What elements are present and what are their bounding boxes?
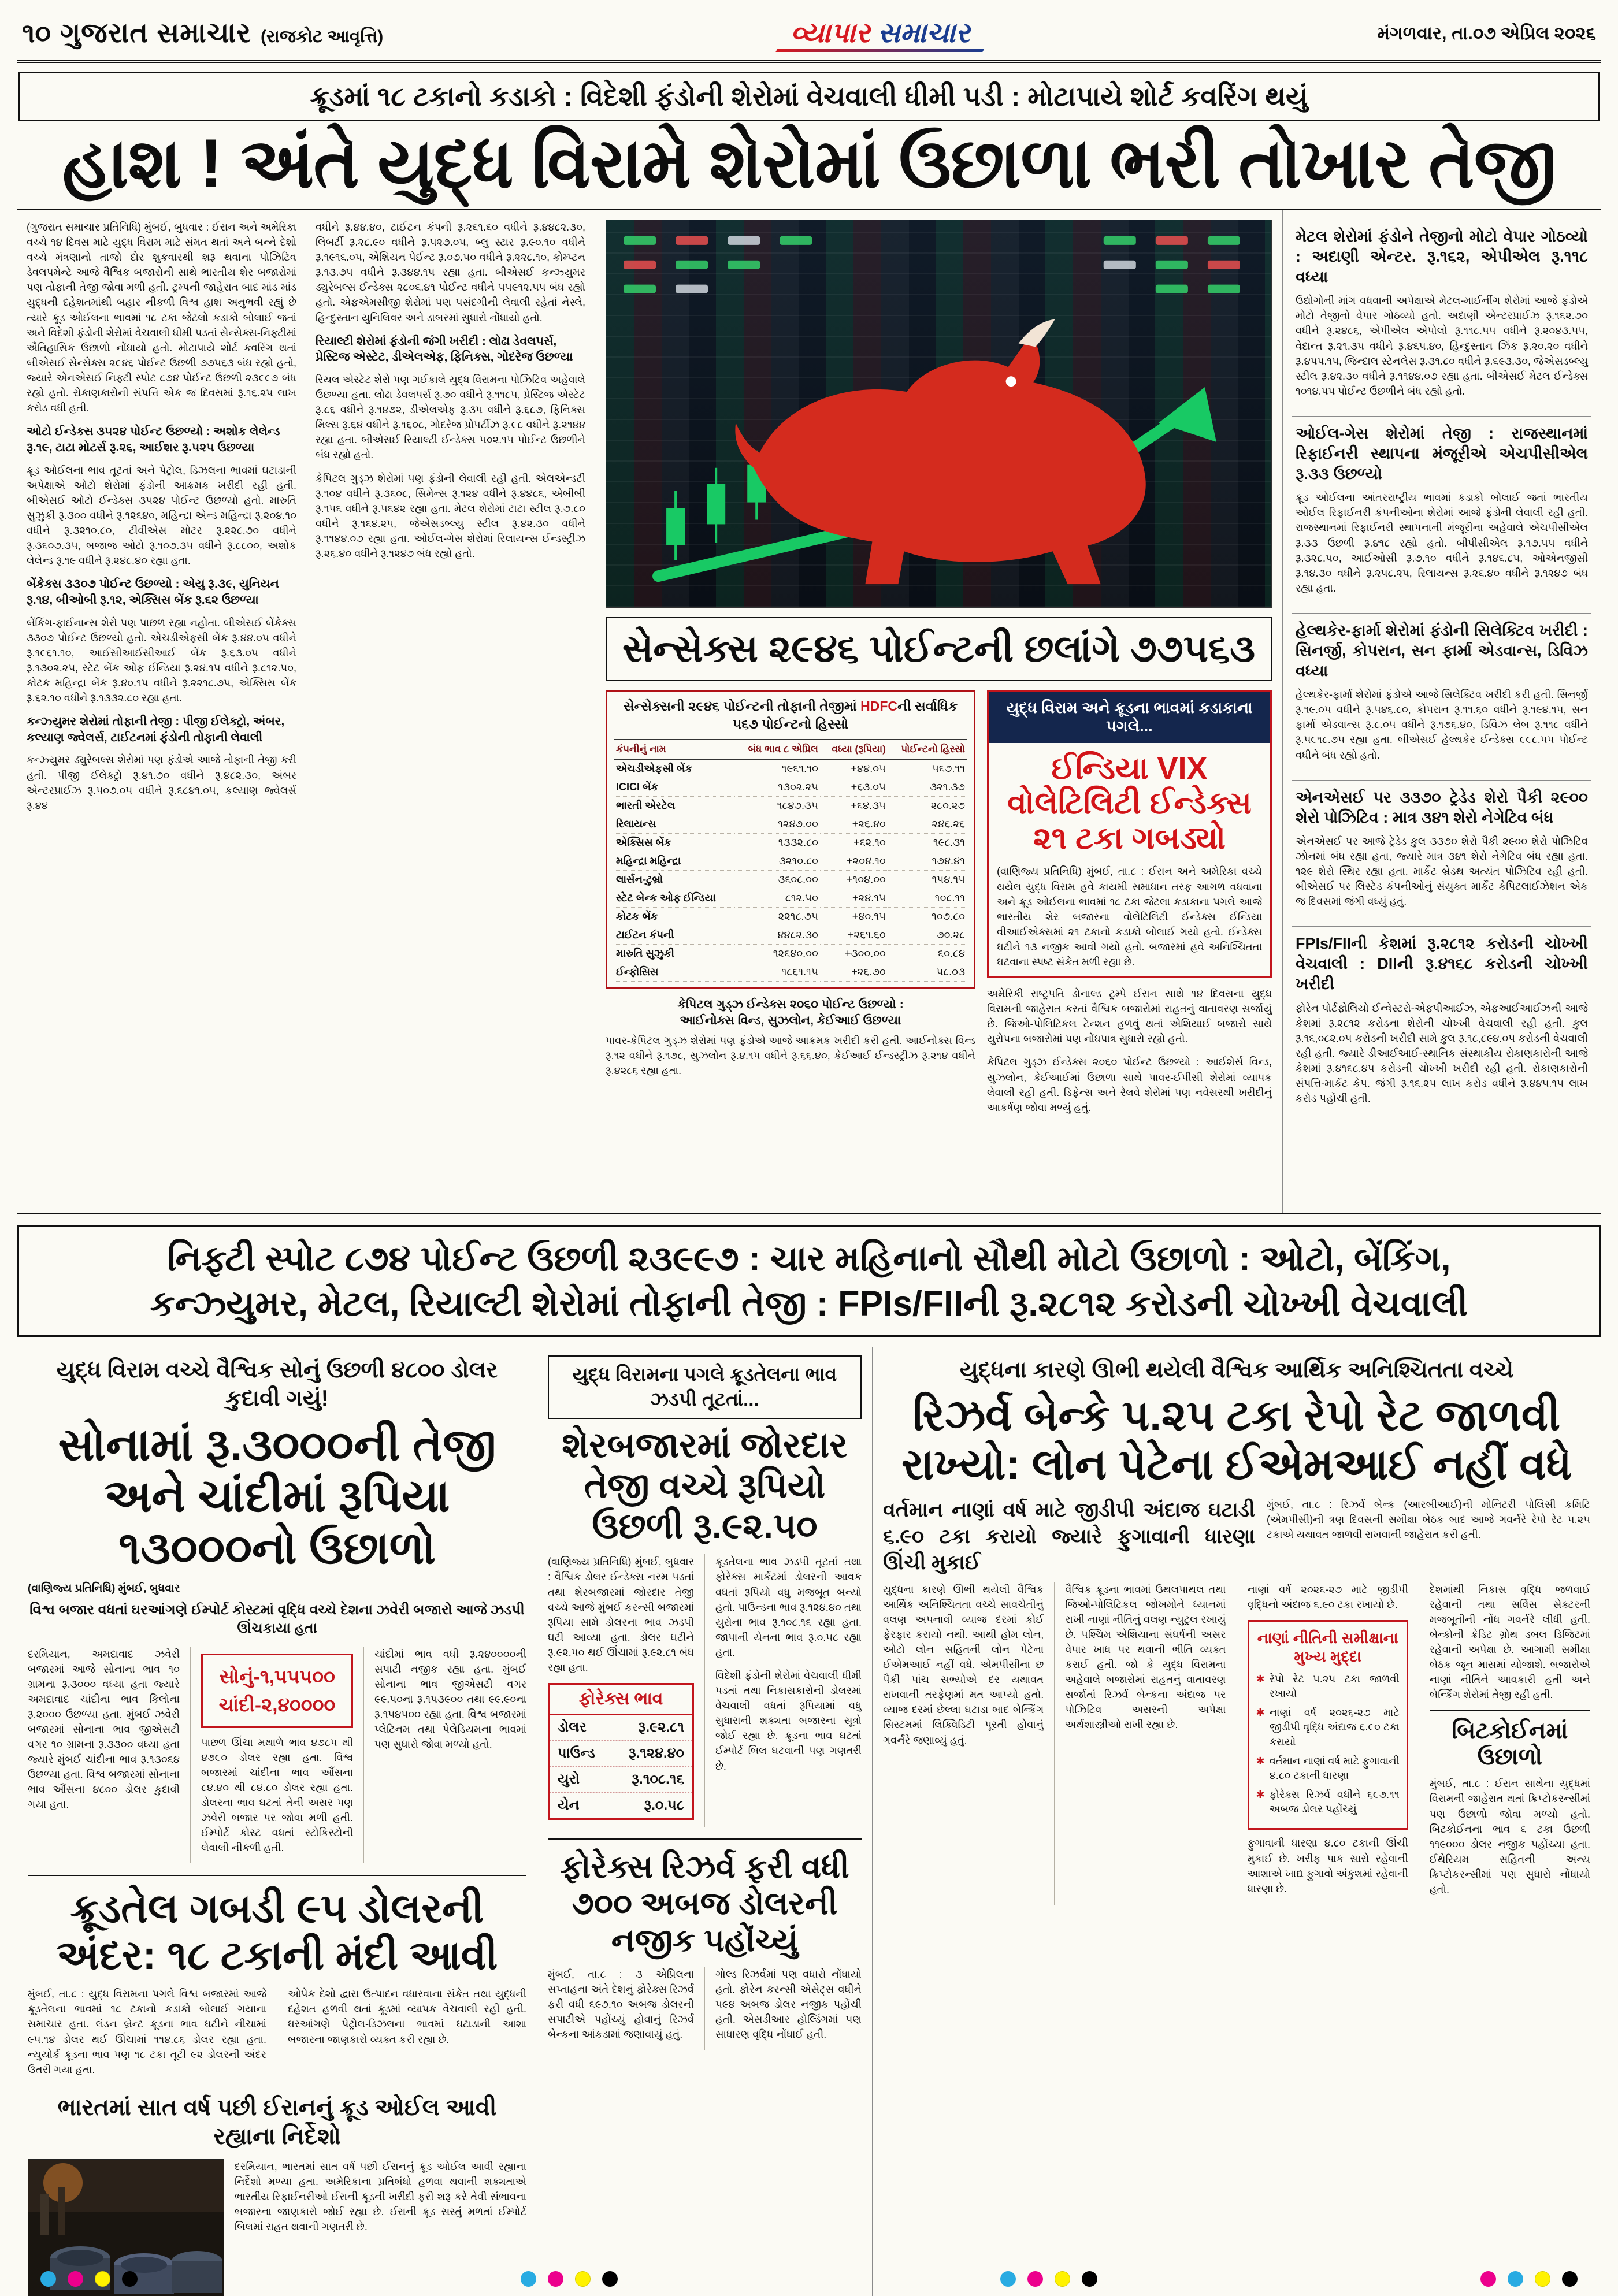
body-text: મુંબઈ, તા.૮ : ૩ એપ્રિલના સપ્તાહના અંતે દેશનું ફોરેક્સ રિઝર્વ ફરી વધી ૬૯૭.૧૦ અબજ ડોલરની સપાટીએ પહોંચ્યું હોવાનું રિઝર્વ બેન્કના આંકડામાં જણાવાયું હતું.: [548, 1968, 694, 2041]
section-logo-part2: સમાચાર: [877, 18, 970, 49]
sub-headline: [606, 997, 975, 1030]
body-text: પાવર-કેપિટલ ગુડ્ઝ શેરોમાં પણ ફંડોએ આજે આક્રમક ખરીદી કરી હતી. આઈનોક્સ વિન્ડ રૂ.૧૨ વધીને રૂ.૧૭૮, સુઝલોન રૂ.૪.૧૫ વધીને રૂ.૬૬.૪૦, કેઈઆઈ ઈન્ડસ્ટ્રીઝ રૂ.૨૧૪ વધીને રૂ.૪૨૮૬ રહ્યા હતા.: [606, 1034, 975, 1076]
section-logo: [771, 14, 989, 53]
bullet-star-icon: ✱: [1256, 1673, 1265, 1685]
table-title-text: સેન્સેક્સની ૨૯૪૬ પોઈન્ટની તોફાની તેજીમાં: [624, 699, 861, 714]
cell-change: +૬૨.૧૦: [821, 834, 888, 852]
lead-column-1: [17, 210, 306, 1213]
brief-headline: હેલ્થકેર-ફાર્મા શેરોમાં ફંડોની સિલેક્ટિવ ખરીદી : સિનર્જી, કોપરાન, સન ફાર્મા એડવાન્સ, ડિવિઝ વધ્યા: [1296, 621, 1588, 680]
cell-close: ૮૧૨.૫૦: [734, 889, 821, 908]
table-row: [614, 834, 967, 852]
table-title: [614, 697, 967, 733]
forex-rate-row: [550, 1715, 692, 1741]
currency-name: યુરો: [558, 1771, 580, 1788]
body-text: ગોલ્ડ રિઝર્વમાં પણ વધારો નોંધાયો હતો. ફોરેન કરન્સી એસેટ્સ વધીને ૫૯૪ અબજ ડોલર નજીક પહોંચી હતી. એસડીઆર હોલ્ડિંગમાં પણ સાધારણ વૃદ્ધિ નોંધાઈ હતી.: [715, 1968, 862, 2041]
body-text: પાછળ ઊંચા મથાળે ભાવ ૪૭૮૫ થી ૪૭૯૦ ડોલર રહ્યા હતા. વિશ્વ બજારમાં ચાંદીના ભાવ ઔંસના ૮૪.૪૦ થી ૮૪.૮૦ ડોલર રહ્યા હતા. ડોલરના ભાવ ઘટતાં તેની અસર પણ ઝવેરી બજાર પર જોવા મળી હતી. ઈમ્પોર્ટ કોસ્ટ વધતાં સ્ટોકિસ્ટોની લેવાલી નીકળી હતી.: [201, 1736, 353, 1854]
iran-crude-subheadline: ભારતમાં સાત વર્ષ પછી ઈરાનનું ક્રૂડ ઓઈલ આવી રહ્યાના નિર્દેશો: [57, 2094, 497, 2149]
nifty-banner-line1: નિફ્ટી સ્પોટ ૮૭૪ પોઈન્ટ ઉછળી ૨૩૯૯૭ : ચાર મહિનાનો સૌથી મોટો ઉછાળો : ઓટો, બેંકિંગ,: [167, 1239, 1451, 1278]
brief-article-fpi: [1292, 927, 1591, 1123]
policy-point: [1256, 1788, 1400, 1816]
sub-headline: રિયાલ્ટી શેરોમાં ફંડોની જંગી ખરીદી : લોઢા ડેવલપર્સ, પ્રેસ્ટિજ એસ્ટેટ, ડીએલએફ, ફિનિક્સ, ગોદરેજ ઉછળ્યા: [316, 334, 573, 364]
brief-headline: મેટલ શેરોમાં ફંડોને તેજીનો મોટો વેપાર ગોઠવ્યો : અદાણી એન્ટર. રૂ.૧૬૨, એપીએલ રૂ.૧૧૮ વધ્યા: [1296, 228, 1588, 286]
magenta-dot: [1027, 2271, 1043, 2287]
currency-rate: રૂ.૧૨૪.૪૦: [628, 1745, 684, 1762]
body-text: અમેરિકી રાષ્ટ્રપતિ ડોનાલ્ડ ટ્રમ્પે ઈરાન સાથે ૧૪ દિવસના યુદ્ધ વિરામની જાહેરાત કરતાં વૈશ્વિક બજારોમાં રાહતનું વાતાવરણ સર્જાયું છે. જિઓ-પોલિટિકલ ટેન્શન હળવું થતાં એશિયાઈ બજારો સાથે યુરોપના બજારોમાં પણ નોંધપાત્ર સુધારો રહ્યો હતો.: [987, 988, 1272, 1045]
col-header-company: કંપનીનું નામ: [614, 740, 734, 759]
cell-close: ૧૨૪૭.૦૦: [734, 815, 821, 834]
masthead: [17, 14, 1601, 63]
body-text: રિયલ એસ્ટેટ શેરો પણ ગઈકાલે યુદ્ધ વિરામના પોઝિટિવ અહેવાલે ઉછળ્યા હતા. લોઢા ડેવલપર્સ રૂ.૭૦ વધીને રૂ.૧૧૮૫, પ્રેસ્ટિજ એસ્ટેટ રૂ.૮૬ વધીને રૂ.૧૪૭૨, ડીએલએફ રૂ.૩૫ વધીને રૂ.૬૮૭, ફિનિક્સ મિલ્સ રૂ.૬૪ વધીને રૂ.૧૬૦૮, ગોદરેજ પ્રોપર્ટીઝ રૂ.૯૮ વધીને રૂ.૨૧૪૪ રહ્યા હતા. બીએસઈ રિયાલ્ટી ઈન્ડેક્સ ૫૦૨.૧૫ પોઈન્ટ ઉછળીને બંધ રહ્યો હતો.: [316, 374, 585, 461]
policy-point-text: ફોરેક્સ રિઝર્વ વધીને ૬૯૭.૧૧ અબજ ડોલર પહોંચ્યું: [1269, 1789, 1400, 1815]
cell-share: ૭૦.૨૮: [888, 926, 967, 945]
edition-label: (રાજકોટ આવૃત્તિ): [260, 27, 384, 46]
body-text: ક્રૂડતેલના ભાવ ઝડપી તૂટતાં તથા ફોરેક્સ માર્કેટમાં ડોલરની આવક વધતાં રૂપિયો વધુ મજબૂત બન્યો હતો. પાઉન્ડના ભાવ રૂ.૧૨૪.૪૦ તથા યુરોના ભાવ રૂ.૧૦૮.૧૬ રહ્યા હતા. જાપાની યેનના ભાવ રૂ.૦.૫૮ રહ્યા હતા.: [715, 1556, 862, 1658]
body-text: કન્ઝ્યુમર ડ્યુરેબલ્સ શેરોમાં પણ ફંડોએ આજે તોફાની તેજી કરી હતી. પીજી ઈલેક્ટ્રો રૂ.૪૧.૭૦ વધીને રૂ.૪૮૨.૩૦, અંબર એન્ટરપ્રાઈઝ રૂ.૫૦૭.૦૫ વધીને રૂ.૬૮૪૧.૦૫, કલ્યાણ જ્વેલર્સ રૂ.૪૪: [27, 754, 296, 811]
cell-close: ૨૨૧૮.૭૫: [734, 908, 821, 926]
cell-change: +૬૪.૩૫: [821, 797, 888, 815]
cell-close: ૧૩૩૨.૮૦: [734, 834, 821, 852]
col-header-close: બંધ ભાવ ૮ એપ્રિલ: [734, 740, 821, 759]
body-text: ચાંદીમાં ભાવ વધી રૂ.૨૪૦૦૦૦ની સપાટી નજીક રહ્યા હતા. મુંબઈ સોનાના ભાવ જીએસટી વગર ૯૯.૫૦ના રૂ.૧૫૩૯૦૦ તથા ૯૯.૯૦ના રૂ.૧૫૪૫૦૦ રહ્યા હતા. વિશ્વ બજારમાં પ્લેટિનમ તથા પેલેડિયમના ભાવમાં પણ સુધારો જોવા મળ્યો હતો.: [374, 1648, 526, 1751]
bottom-section: [17, 1347, 1601, 2296]
body-text: ફોરેન પોર્ટફોલિયો ઈન્વેસ્ટરો-એફપીઆઈઝ, એફઆઈઆઈઝની આજે કેશમાં રૂ.૨૮૧૨ કરોડના શેરોની ચોખ્ખી વેચવાલી રહી હતી. કુલ રૂ.૧૬,૦૮૨.૦૫ કરોડની ખરીદી સામે કુલ રૂ.૧૮,૮૯૪.૦૫ કરોડની વેચવાલી રહી હતી. જ્યારે ડીઆઈઆઈ-સ્થાનિક સંસ્થાકીય રોકાણકારોની આજે કેશમાં રૂ.૪૧૬૮.૪૫ કરોડની ચોખ્ખી ખરીદી રહી હતી. રોકાણકારોની સંપત્તિ-માર્કેટ કેપ. જંગી રૂ.૧૬.૨૫ લાખ કરોડ વધીને રૂ.૪૪૫.૧૫ લાખ કરોડ પહોંચી હતી.: [1296, 1002, 1588, 1105]
body-text: બેંકિંગ-ફાઈનાન્સ શેરો પણ પાછળ રહ્યા નહોતા. બીએસઈ બેંકેક્સ ૩૩૦૭ પોઈન્ટ ઉછળ્યો હતો. એચડીએફસી બેંક રૂ.૪૪.૦૫ વધીને રૂ.૧૯૬૧.૧૦, આઈસીઆઈસીઆઈ બેંક રૂ.૬૩.૦૫ વધીને રૂ.૧૩૦૨.૨૫, સ્ટેટ બેંક ઓફ ઈન્ડિયા રૂ.૨૪.૧૫ વધીને રૂ.૮૧૨.૫૦, કોટક મહિન્દ્રા બેંક રૂ.૪૦.૧૫ વધીને રૂ.૨૨૧૮.૭૫, એક્સિસ બેંક રૂ.૬૨.૧૦ વધીને રૂ.૧૩૩૨.૮૦ રહ્યા હતા.: [27, 616, 296, 704]
cell-company: ભારતી એરટેલ: [614, 797, 734, 815]
body-text: કેપિટલ ગુડ્ઝ શેરોમાં પણ ફંડોની લેવાલી રહી હતી. એલએન્ડટી રૂ.૧૦૪ વધીને રૂ.૩૬૦૮, સિમેન્સ રૂ.૧૨૪ વધીને રૂ.૪૪૮૬, એબીબી રૂ.૧૫૬ વધીને રૂ.૫૬૪૨ રહ્યા હતા. મેટલ શેરોમાં ટાટા સ્ટીલ રૂ.૭.૮૦ વધીને રૂ.૧૬૪.૨૫, જેએસડબ્લ્યુ સ્ટીલ રૂ.૪૨.૩૦ વધીને રૂ.૧૧૪૪.૦૭ રહ્યા હતા. ઓઈલ-ગેસ શેરોમાં રિલાયન્સ ઈન્ડસ્ટ્રીઝ રૂ.૨૬.૪૦ વધીને રૂ.૧૨૪૭ બંધ રહ્યો હતો.: [316, 472, 585, 560]
brief-headline: એનએસઈ પર ૩૩૭૦ ટ્રેડેડ શેરો પૈકી ૨૯૦૦ શેરો પોઝિટિવ : માત્ર ૩૪૧ શેરો નેગેટિવ બંધ: [1296, 788, 1588, 826]
body-text: કેપિટલ ગુડ્ઝ ઈન્ડેક્સ ૨૦૬૦ પોઈન્ટ ઉછળ્યો : આઈશેર્સ વિન્ડ, સુઝલોન, કેઈઆઈમાં ઉછાળા સાથે પાવર-ઈપીસી શેરોમાં વ્યાપક લેવાલી રહી હતી. ડિફેન્સ અને રેલવે શેરોમાં પણ નવેસરથી ખરીદીનું આકર્ષણ જોવા મળ્યું હતું.: [987, 1056, 1272, 1113]
cell-change: +૨૬.૪૦: [821, 815, 888, 834]
policy-point-text: નાણાં વર્ષ ૨૦૨૬-૨૭ માટે જીડીપી વૃદ્ધિ અંદાજ ૬.૯૦ ટકા કરાયો: [1269, 1707, 1400, 1748]
sensex-contribution-table: [606, 690, 975, 989]
cell-company: ICICI બેંક: [614, 778, 734, 797]
yellow-dot: [1055, 2271, 1070, 2287]
forex-rate-row: [550, 1793, 692, 1818]
issue-date: મંગળવાર, તા.૦૭ એપ્રિલ ૨૦૨૬: [1377, 23, 1596, 43]
table-row: [614, 871, 967, 889]
lead-story-section: [17, 209, 1601, 1214]
cyan-dot: [1000, 2271, 1016, 2287]
forex-reserve-headline: ફોરેક્સ રિઝર્વ ફરી વધી ૭૦૦ અબજ ડોલરની નજીક પહોંચ્યું: [548, 1838, 862, 1959]
bullet-star-icon: ✱: [1256, 1707, 1265, 1719]
col-header-share: પોઈન્ટનો હિસ્સો: [888, 740, 967, 759]
body-text: (વાણિજ્ય પ્રતિનિધિ) મુંબઈ, બુધવાર : વૈશ્વિક ડોલર ઈન્ડેક્સ નરમ પડતાં તથા શેરબજારમાં જોરદાર તેજી વચ્ચે આજે મુંબઈ કરન્સી બજારમાં રૂપિયા સામે ડોલરના ભાવ ઝડપી ઘટી આવ્યા હતા. ડોલર ઘટીને રૂ.૯૨.૫૦ થઈ ઊંચામાં રૂ.૯૨.૮૧ બંધ રહ્યા હતા.: [548, 1556, 694, 1674]
table-row: [614, 926, 967, 945]
table-row: [614, 889, 967, 908]
cell-share: ૧૫૪.૧૫: [888, 871, 967, 889]
cell-close: ૩૨૧૦.૮૦: [734, 852, 821, 871]
cell-company: એચડીએફસી બેંક: [614, 759, 734, 778]
gdp-subheadline: વર્તમાન નાણાં વર્ષ માટે જીડીપી અંદાજ ઘટાડી ૬.૯૦ ટકા કરાયો જ્યારે ફુગાવાની ધારણા ઊંચી મુકાઈ: [883, 1499, 1255, 1574]
body-text: વિદેશી ફંડોની શેરોમાં વેચવાલી ધીમી પડતાં તથા નિકાસકારોની ડોલરમાં વેચવાલી વધતાં રૂપિયામાં વધુ સુધારાની શક્યતા બજારના સૂત્રો જોઈ રહ્યા છે. ક્રૂડના ભાવ ઘટતાં ઈમ્પોર્ટ બિલ ઘટવાની પણ ગણતરી છે.: [715, 1670, 862, 1772]
nifty-banner-line2: કન્ઝ્યુમર, મેટલ, રિયાલ્ટી શેરોમાં તોફાની તેજી : FPIs/FIIની રૂ.૨૮૧૨ કરોડની ચોખ્ખી વેચવાલી: [150, 1284, 1468, 1324]
registration-mark-group: [40, 2271, 138, 2287]
cell-share: ૧૭૪.૪૧: [888, 852, 967, 871]
gold-headline: સોનામાં રૂ.૩૦૦૦ની તેજી અને ચાંદીમાં રૂપિયા ૧૩૦૦૦નો ઉછાળો: [58, 1418, 496, 1574]
policy-point-text: વર્તમાન નાણાં વર્ષ માટે ફુગાવાની ૪.૮૦ ટકાની ધારણા: [1269, 1755, 1400, 1781]
body-text: દરમિયાન, અમદાવાદ ઝવેરી બજારમાં આજે સોનાના ભાવ ૧૦ ગ્રામના રૂ.૩૦૦૦ વધ્યા હતા જ્યારે અમદાવાદ ચાંદીના ભાવ કિલોના રૂ.૨૦૦૦ ઉછળ્યા હતા. મુંબઈ ઝવેરી બજારમાં સોનાના ભાવ જીએસટી વગર ૧૦ ગ્રામના રૂ.૩૩૦૦ વધ્યા હતા જ્યારે મુંબઈ ચાંદીના ભાવ રૂ.૧૩૦૬૪ ઉછળ્યા હતા. વિશ્વ બજારમાં સોનાના ભાવ ઔંસના ૪૮૦૦ ડોલર કુદાવી ગયા હતા.: [28, 1648, 180, 1811]
rbi-headline: રિઝર્વ બેન્કે પ.૨૫ ટકા રેપો રેટ જાળવી રાખ્યો: લોન પેટેના ઈએમઆઈ નહીં વધે: [901, 1391, 1572, 1488]
body-text: વધીને રૂ.૪૪.૪૦, ટાઈટન કંપની રૂ.૨૬૧.૬૦ વધીને રૂ.૪૪૮૨.૩૦, લિબર્ટી રૂ.૨૮.૯૦ વધીને રૂ.૫૨૭.૦૫, બ્લુ સ્ટાર રૂ.૯૦.૧૦ વધીને રૂ.૧૯૧૬.૦૫, એશિયન પેઈન્ટ રૂ.૦૭.૫૦ વધીને રૂ.૨૨૮.૧૦, ક્રોમ્પ્ટન રૂ.૧૩.૭૫ વધીને રૂ.૩૪૪.૧૫ રહ્યા હતા. બીએસઈ કન્ઝ્યુમર ડ્યુરેબલ્સ ઈન્ડેક્સ ૨૮૦૬.૪૧ પોઈન્ટ વધીને ૫૫૯૧૨.૫૫ બંધ રહ્યો હતો. એફએમસીજી શેરોમાં પણ પસંદગીની લેવાલી રહેતાં નેસ્લે, હિન્દુસ્તાન યુનિલિવર અને ડાબરમાં સુધારો નોંધાયો હતો.: [316, 221, 585, 324]
silver-price: ચાંદી-૨,૪૦૦૦૦: [218, 1694, 336, 1715]
main-headline: હાશ ! અંતે યુદ્ધ વિરામે શેરોમાં ઉછાળા ભરી તોખાર તેજી: [62, 125, 1556, 202]
black-dot: [602, 2271, 618, 2287]
cell-change: +૪૦.૧૫: [821, 908, 888, 926]
policy-point: [1256, 1706, 1400, 1749]
cell-change: +૨૬.૭૦: [821, 963, 888, 982]
rupee-column: [537, 1347, 873, 2296]
black-dot: [1082, 2271, 1097, 2287]
rbi-kicker: યુદ્ધના કારણે ઊભી થયેલી વૈશ્વિક આર્થિક અનિશ્ચિતતા વચ્ચે: [959, 1358, 1514, 1383]
cell-share: ૨૮૦.૨૭: [888, 797, 967, 815]
cell-close: ૧૨૬૪૦.૦૦: [734, 945, 821, 963]
magenta-dot: [1480, 2271, 1496, 2287]
lead-column-2: [306, 210, 595, 1213]
body-text: દરમિયાન, ભારતમાં સાત વર્ષ પછી ઈરાનનું ક્રૂડ ઓઈલ આવી રહ્યાના નિર્દેશો મળ્યા હતા. અમેરિકાના પ્રતિબંધો હળવા થવાની શક્યતાએ ભારતીય રિફાઈનરીઓ ઈરાની ક્રૂડની ખરીદી ફરી શરૂ કરે તેવી સંભાવના બજારના જાણકારો જોઈ રહ્યા છે. ઈરાની ક્રૂડ સસ્તું મળતાં ઈમ્પોર્ટ બિલમાં રાહત થવાની ગણતરી છે.: [235, 2160, 526, 2233]
currency-name: ડોલર: [558, 1719, 587, 1736]
body-text: યુદ્ધના કારણે ઊભી થયેલી વૈશ્વિક આર્થિક અનિશ્ચિતતા વચ્ચે સાવચેતીનું વલણ અપનાવી વ્યાજ દરમાં કોઈ ફેરફાર કરાયો નથી. આથી હોમ લોન, ઓટો લોન સહિતની લોન પેટેના ઈએમઆઈ નહીં વધે. એમપીસીના છ પૈકી પાંચ સભ્યોએ દર યથાવત રાખવાની તરફેણમાં મત આપ્યો હતો. વ્યાજ દરમાં છેલ્લા ઘટાડા બાદ બેન્કિંગ સિસ્ટમમાં લિક્વિડિટી પૂરતી હોવાનું ગવર્નરે જણાવ્યું હતું.: [883, 1583, 1044, 1746]
capital-sub1: કેપિટલ ગુડ્ઝ ઈન્ડેક્સ ૨૦૬૦ પોઈન્ટ ઉછળ્યો :: [677, 998, 904, 1012]
cell-change: +૪૪.૦૫: [821, 759, 888, 778]
bullet-star-icon: ✱: [1256, 1755, 1265, 1767]
sub-headline: કન્ઝ્યુમર શેરોમાં તોફાની તેજી : પીજી ઈલેક્ટ્રો, અંબર, કલ્યાણ જ્વેલર્સ, ટાઈટનમાં ફંડોની તોફાની લેવાલી: [27, 715, 285, 744]
sensex-headline: સેન્સેક્સ ૨૯૪૬ પોઈન્ટની છલાંગે ૭૭૫૬૩: [606, 617, 1272, 681]
table-row: [614, 815, 967, 834]
cell-change: +૧૦૪.૦૦: [821, 871, 888, 889]
body-text: હેલ્થકેર-ફાર્મા શેરોમાં ફંડોએ આજે સિલેક્ટિવ ખરીદી કરી હતી. સિનર્જી રૂ.૧૯.૦૫ વધીને રૂ.૫૪૬.૮૦, કોપરાન રૂ.૧૧.૬૦ વધીને રૂ.૧૯૪.૧૫, સન ફાર્મા એડવાન્સ રૂ.૮.૦૫ વધીને રૂ.૧૭૬.૪૦, ડિવિઝ લેબ રૂ.૧૧૮ વધીને રૂ.૫૯૧૮.૭૫ રહ્યા હતા. બીએસઈ હેલ્થકેર ઈન્ડેક્સ ૯૯૮.૫૫ પોઈન્ટ વધીને બંધ રહ્યો હતો.: [1296, 689, 1588, 761]
policy-point: [1256, 1754, 1400, 1783]
registration-marks: [0, 2271, 1618, 2287]
cell-company: મહિન્દ્રા મહિન્દ્રા: [614, 852, 734, 871]
currency-rate: રૂ.૧૦૮.૧૬: [632, 1771, 684, 1788]
magenta-dot: [68, 2271, 83, 2287]
bullet-star-icon: ✱: [1256, 1789, 1265, 1801]
brief-article-metal: [1292, 220, 1591, 417]
forex-rate-row: [550, 1767, 692, 1793]
cell-close: ૧૩૦૨.૨૫: [734, 778, 821, 797]
bitcoin-headline: બિટકોઈનમાં ઉછાળો: [1430, 1710, 1590, 1770]
black-dot: [1562, 2271, 1578, 2287]
forex-rate-row: [550, 1741, 692, 1767]
cell-change: +૩૦૦.૦૦: [821, 945, 888, 963]
table-row: [614, 759, 967, 778]
stock-market-bull-photo: [606, 220, 1272, 608]
brief-article-pharma: [1292, 614, 1591, 781]
currency-name: યેન: [558, 1797, 580, 1814]
table-title-brand: HDFC: [860, 699, 897, 714]
body-text: (ગુજરાત સમાચાર પ્રતિનિધિ) મુંબઈ, બુધવાર : ઈરાન અને અમેરિકા વચ્ચે ૧૪ દિવસ માટે યુદ્ધ વિરામ માટે સંમત થતાં અને બન્ને દેશો વચ્ચે મંત્રણાનો તાજો દોર શુક્રવારથી શરૂ થવાના પોઝિટિવ ડેવલપમેન્ટે આજે વૈશ્વિક બજારોની સાથે ભારતીય શેર બજારોમાં પણ તોફાની તેજી જોવા મળી હતી. ટ્રમ્પની જાહેરાત બાદ માંડ માંડ યુદ્ધની દહેશતમાંથી બહાર નીકળી વિશ્વ હાશ અનુભવી રહ્યું છે ત્યારે ક્રૂડ ઓઈલના ભાવમાં ૧૮ ટકા જેટલો કડાકો બોલાઈ જતાં અને વિદેશી ફંડોની શેરોમાં વેચવાલી ધીમી પડતાં સેન્સેક્સ-નિફ્ટીમાં ઐતિહાસિક ઉછાળો નોંધાયો હતો. મોટાપાયે શોર્ટ કવરિંગ થતાં બીએસઈ સેન્સેક્સ ૨૯૪૬ પોઈન્ટ ઉછળી ૭૭૫૬૩ બંધ રહ્યો હતો, જ્યારે એનએસઈ નિફ્ટી સ્પોટ ૮૭૪ પોઈન્ટ ઉછળી ૨૩૯૯૭ બંધ રહ્યો હતો. રોકાણકારોની સંપત્તિ એક જ દિવસમાં રૂ.૧૬.૨૫ લાખ કરોડ વધી હતી.: [27, 221, 296, 414]
currency-rate: રૂ.૯૨.૮૧: [638, 1719, 684, 1736]
table-row: [614, 945, 967, 963]
cell-share: ૬૦.૮૪: [888, 945, 967, 963]
body-text: વૈશ્વિક ક્રૂડના ભાવમાં ઉથલપાથલ તથા જિઓ-પોલિટિકલ જોખમોને ધ્યાનમાં રાખી નાણાં નીતિનું વલણ ન્યુટ્રલ રખાયું છે. પશ્ચિમ એશિયાના સંઘર્ષની અસર વેપાર ખાધ પર થવાની ભીતિ વ્યક્ત કરાઈ હતી. જો કે યુદ્ધ વિરામના અહેવાલે બજારોમાં રાહતનું વાતાવરણ સર્જાતાં રિઝર્વ બેન્કના અંદાજ પર પોઝિટિવ અસરની અપેક્ષા અર્થશાસ્ત્રીઓ રાખી રહ્યા છે.: [1065, 1583, 1226, 1731]
body-text: મુંબઈ, તા.૮ : રિઝર્વ બેન્ક (આરબીઆઈ)ની મોનિટરી પોલિસી કમિટિ (એમપીસી)ની ત્રણ દિવસની સમીક્ષા બેઠક બાદ આજે ગવર્નરે રેપો રેટ પ.૨૫ ટકાએ યથાવત જાળવી રાખવાની જાહેરાત કરી હતી.: [1267, 1499, 1590, 1541]
cell-change: +૨૬૧.૬૦: [821, 926, 888, 945]
cell-share: ૨૪૬.૨૬: [888, 815, 967, 834]
col-header-change: વધ્યા (રૂપિયા): [821, 740, 888, 759]
cell-company: લાર્સન-ટુબ્રો: [614, 871, 734, 889]
cell-close: ૪૪૮૨.૩૦: [734, 926, 821, 945]
cell-company: એક્સિસ બેંક: [614, 834, 734, 852]
cell-company: સ્ટેટ બેન્ક ઓફ ઈન્ડિયા: [614, 889, 734, 908]
gold-deck: વિશ્વ બજાર વધતાં ઘરઆંગણે ઈમ્પોર્ટ કોસ્ટમાં વૃદ્ધિ વચ્ચે દેશના ઝવેરી બજારો આજે ઝડપી ઊંચકાયા હતા: [29, 1602, 525, 1637]
yellow-dot: [1535, 2271, 1550, 2287]
registration-mark-group: [1480, 2271, 1578, 2287]
bull-illustration: [606, 220, 1271, 607]
cell-company: ટાઈટન કંપની: [614, 926, 734, 945]
body-text: એનએસઈ પર આજે ટ્રેડેડ કુલ ૩૩૭૦ શેરો પૈકી ૨૯૦૦ શેરો પોઝિટિવ ઝોનમાં બંધ રહ્યા હતા, જ્યારે માત્ર ૩૪૧ શેરો નેગેટિવ બંધ રહ્યા હતા. ૧૨૯ શેરો સ્થિર રહ્યા હતા. માર્કેટ બ્રેડથ અત્યંત પોઝિટિવ રહી હતી. બીએસઈ પર લિસ્ટેડ કંપનીઓનું સંયુક્ત માર્કેટ કેપિટલાઈઝેશન એક જ દિવસમાં જંગી વધ્યું હતું.: [1296, 835, 1588, 908]
cell-company: મારુતિ સુઝુકી: [614, 945, 734, 963]
black-dot: [122, 2271, 138, 2287]
cell-share: ૧૦૮.૧૧: [888, 889, 967, 908]
cell-close: ૧૯૬૧.૧૦: [734, 759, 821, 778]
cell-close: ૩૬૦૮.૦૦: [734, 871, 821, 889]
cell-close: ૧૮૬૧.૧૫: [734, 963, 821, 982]
cell-share: ૧૦૭.૮૦: [888, 908, 967, 926]
vix-kicker: યુદ્ધ વિરામ અને ક્રૂડના ભાવમાં કડાકાના પગલે...: [989, 692, 1270, 743]
gold-kicker: યુદ્ધ વિરામ વચ્ચે વૈશ્વિક સોનું ઉછળી ૪૮૦૦ ડોલર કુદાવી ગયું!: [56, 1358, 498, 1411]
gold-silver-price-box: [201, 1654, 353, 1728]
cell-company: કોટક બેંક: [614, 908, 734, 926]
cyan-dot: [521, 2271, 536, 2287]
gold-crude-column: [17, 1347, 537, 2296]
policy-point-text: રેપો રેટ પ.૨૫ ટકા જાળવી રખાયો: [1269, 1673, 1400, 1699]
page-number: ૧૦: [22, 18, 51, 48]
currency-name: પાઉન્ડ: [558, 1745, 595, 1762]
body-text: ક્રૂડ ઓઈલના આંતરરાષ્ટ્રીય ભાવમાં કડાકો બોલાઈ જતાં ભારતીય ઓઈલ રિફાઈનરી કંપનીઓના શેરોમાં આજે ફંડોની લેવાલી રહી હતી. રાજસ્થાનમાં રિફાઈનરી સ્થાપનાની મંજૂરીના અહેવાલે એચપીસીએલ રૂ.૩૩ ઉછળી રૂ.૪૧૮ રહ્યો હતો. બીપીસીએલ રૂ.૧૭.૫૫ વધીને રૂ.૩૨૮.૫૦, આઈઓસી રૂ.૭.૧૦ વધીને રૂ.૧૪૬.૮૫, ઓએનજીસી રૂ.૧૪.૩૦ વધીને રૂ.૨૫૮.૨૫, રિલાયન્સ રૂ.૨૬.૪૦ વધીને રૂ.૧૨૪૭ બંધ રહ્યા હતા.: [1296, 492, 1588, 594]
paper-name: ગુજરાત સમાચાર: [60, 18, 251, 49]
cell-share: ૩૨૧.૩૭: [888, 778, 967, 797]
table-row: [614, 778, 967, 797]
registration-mark-group: [521, 2271, 618, 2287]
cell-company: રિલાયન્સ: [614, 815, 734, 834]
cell-change: +૨૪.૧૫: [821, 889, 888, 908]
body-text: નાણાં વર્ષ ૨૦૨૬-૨૭ માટે જીડીપી વૃદ્ધિનો અંદાજ ૬.૯૦ ટકા રખાયો છે.: [1247, 1583, 1408, 1610]
policy-point: [1256, 1672, 1400, 1701]
table-row: [614, 908, 967, 926]
right-briefs-column: [1283, 210, 1601, 1213]
strap-headline: ક્રૂડમાં ૧૮ ટકાનો કડાકો : વિદેશી ફંડોની શેરોમાં વેચવાલી ધીમી પડી : મોટાપાયે શોર્ટ કવરિંગ થયું: [18, 72, 1600, 121]
cell-share: ૫૮.૦૩: [888, 963, 967, 982]
cell-change: +૬૩.૦૫: [821, 778, 888, 797]
sub-headline: બેંકેક્સ ૩૩૦૭ પોઈન્ટ ઉછળ્યો : એયુ રૂ.૩૯, યુનિયન રૂ.૧૪, બીઓબી રૂ.૧૨, એક્સિસ બેંક રૂ.૬૨ ઉછળ્યા: [27, 577, 279, 607]
forex-box-title: ફોરેક્સ ભાવ: [550, 1685, 692, 1715]
sub-headline: ઓટો ઈન્ડેક્સ ૩૫૨૪ પોઈન્ટ ઉછળ્યો : અશોક લેલેન્ડ રૂ.૧૯, ટાટા મોટર્સ રૂ.૨૬, આઈશર રૂ.૫૨૫ ઉછળ્યા: [27, 425, 280, 454]
policy-highlights-title: નાણાં નીતિની સમીક્ષાના મુખ્ય મુદ્દા: [1257, 1629, 1398, 1666]
gold-price: સોનું-૧,૫૫૫૦૦: [219, 1665, 335, 1687]
forex-rates-box: [548, 1683, 694, 1820]
capital-sub2: આઈનોક્સ વિન્ડ, સુઝલોન, કેઈઆઈ ઉછળ્યા: [680, 1014, 901, 1028]
yellow-dot: [575, 2271, 591, 2287]
cell-change: +૨૦૪.૧૦: [821, 852, 888, 871]
crude-headline: ક્રૂડતેલ ગબડી ૯૫ ડોલરની અંદર: ૧૮ ટકાની મંદી આવી: [28, 1875, 526, 1978]
table-header-row: [614, 740, 967, 759]
center-column: [595, 210, 1283, 1213]
currency-rate: રૂ.૦.૫૮: [644, 1797, 684, 1814]
body-text: ઉદ્યોગોની માંગ વધવાની અપેક્ષાએ મેટલ-માઈનીંગ શેરોમાં આજે ફંડોએ મોટો તેજીનો વેપાર ગોઠવ્યો હતો. અદાણી એન્ટરપ્રાઈઝ રૂ.૧૬૨.૭૦ વધીને રૂ.૨૪૮૬, એપીએલ એપોલો રૂ.૧૧૮.૫૫ વધીને રૂ.૨૦૪૩.૫૫, વેદાન્ત રૂ.૨૧.૩૫ વધીને રૂ.૪૬૫.૪૦, હિન્દુસ્તાન ઝિંક રૂ.૨૦.૨૦ વધીને રૂ.૪૫૫.૧૫, જિન્દાલ સ્ટેનલેસ રૂ.૩૧.૮૦ વધીને રૂ.૬૯૩.૩૦, જેએસડબ્લ્યુ સ્ટીલ રૂ.૪૨.૩૦ વધીને રૂ.૧૧૪૪.૦૭ રહ્યા હતા. બીએસઈ મેટલ ઈન્ડેક્સ ૧૦૧૪.૫૫ પોઈન્ટ ઉછળીને બંધ રહ્યો હતો.: [1296, 295, 1588, 397]
cell-close: ૧૮૪૭.૩૫: [734, 797, 821, 815]
vix-article-box: [987, 690, 1272, 978]
body-text: મુંબઈ, તા.૮ : ઈરાન સાથેના યુદ્ધમાં વિરામની જાહેરાત થતાં ક્રિપ્ટોકરન્સીમાં પણ ઉછાળો જોવા મળ્યો હતો. બિટકોઈનના ભાવ ૬ ટકા ઉછળી ૧૧૯૦૦૦ ડોલર નજીક પહોંચ્યા હતા. ઈથેરિયમ સહિતની અન્ય ક્રિપ્ટોકરન્સીમાં પણ સુધારો નોંધાયો હતો.: [1429, 1778, 1590, 1895]
cell-share: ૫૬૭.૧૧: [888, 759, 967, 778]
brief-article-nse-breadth: [1292, 781, 1591, 927]
cyan-dot: [1508, 2271, 1523, 2287]
magenta-dot: [548, 2271, 563, 2287]
rupee-kicker: યુદ્ધ વિરામના પગલે ક્રૂડતેલના ભાવ ઝડપી તૂટતાં...: [548, 1355, 862, 1419]
policy-highlights-box: [1248, 1620, 1408, 1830]
byline: (વાણિજ્ય પ્રતિનિધિ) મુંબઈ, બુધવાર: [28, 1582, 180, 1595]
section-logo-part1: વ્યાપાર: [791, 18, 870, 49]
vix-headline: ઈન્ડિયા VIX વોલેટિલિટી ઈન્ડેક્સ ૨૧ ટકા ગબડ્યો: [1007, 751, 1252, 856]
table-row: [614, 963, 967, 982]
body-text: (વાણિજ્ય પ્રતિનિધિ) મુંબઈ, તા.૮ : ઈરાન અને અમેરિકા વચ્ચે થયેલ યુદ્ધ વિરામ હવે કાયમી સમાધાન તરફ આગળ વધવાના અને ક્રૂડ ઓઈલના ભાવમાં ૧૮ ટકા જેટલા કડાકાના પગલે આજે ભારતીય શેર બજારના વોલેટિલિટી ઈન્ડેક્સ ઈન્ડિયા વીઆઈએક્સમાં ૨૧ ટકાનો કડાકો બોલાઈ ગયો હતો. ઈન્ડેક્સ ઘટીને ૧૩ નજીક આવી ગયો હતો. બજારમાં હવે અનિશ્ચિતતા ઘટવાના સ્પષ્ટ સંકેત મળી રહ્યા છે.: [997, 865, 1262, 968]
body-text: દેશમાંથી નિકાસ વૃદ્ધિ જળવાઈ રહેવાની તથા સર્વિસ સેક્ટરની મજબૂતીની નોંધ ગવર્નરે લીધી હતી. બેન્કોની ક્રેડિટ ગ્રોથ ડબલ ડિજિટમાં રહેવાની અપેક્ષા છે. આગામી સમીક્ષા બેઠક જૂન માસમાં યોજાશે. બજારોએ નાણાં નીતિને આવકારી હતી અને બેન્કિંગ શેરોમાં તેજી રહી હતી.: [1429, 1583, 1590, 1701]
body-text: ઓપેક દેશો દ્વારા ઉત્પાદન વધારવાના સંકેત તથા યુદ્ધની દહેશત હળવી થતાં ક્રૂડમાં વ્યાપક વેચવાલી રહી હતી. ઘરઆંગણે પેટ્રોલ-ડિઝલના ભાવમાં ઘટાડાની આશા બજારના જાણકારો વ્યક્ત કરી રહ્યા છે.: [288, 1988, 526, 2045]
table-row: [614, 797, 967, 815]
brief-headline: ઓઈલ-ગેસ શેરોમાં તેજી : રાજસ્થાનમાં રિફાઈનરી સ્થાપના મંજૂરીએ એચપીસીએલ રૂ.૩૩ ઉછળ્યો: [1296, 424, 1588, 483]
table-row: [614, 852, 967, 871]
rbi-column: [873, 1347, 1601, 2296]
nifty-banner: [17, 1225, 1601, 1337]
body-text: મુંબઈ, તા.૮ : યુદ્ધ વિરામના પગલે વિશ્વ બજારમાં આજે ક્રૂડતેલના ભાવમાં ૧૮ ટકાનો કડાકો બોલાઈ ગયાના સમાચાર હતા. લંડન બ્રેન્ટ ક્રૂડના ભાવ ઘટીને નીચામાં ૯૫.૧૪ ડોલર થઈ ઊંચામાં ૧૧૪.૮૬ ડોલર રહ્યા હતા. ન્યુયોર્ક ક્રૂડના ભાવ પણ ૧૮ ટકા તૂટી ૯૨ ડોલરની અંદર ઉતરી ગયા હતા.: [28, 1988, 266, 2075]
registration-mark-group: [1000, 2271, 1097, 2287]
body-text: ક્રૂડ ઓઈલના ભાવ તૂટતાં અને પેટ્રોલ, ડિઝલના ભાવમાં ઘટાડાની અપેક્ષાએ ઓટો શેરોમાં ફંડોની આક્રમક ખરીદી રહી હતી. બીએસઈ ઓટો ઈન્ડેક્સ ૩૫૨૪ પોઈન્ટ ઉછળ્યો હતો. મારુતિ સુઝુકી રૂ.૩૦૦ વધીને રૂ.૧૨૬૪૦, મહિન્દ્રા એન્ડ મહિન્દ્રા રૂ.૨૦૪.૧૦ વધીને રૂ.૩૨૧૦.૮૦, ટીવીએસ મોટર રૂ.૨૨૮.૭૦ વધીને રૂ.૩૬૦૭.૩૫, બજાજ ઓટો રૂ.૧૦૭.૩૫ વધીને રૂ.૮૮૦૦, અશોક લેલેન્ડ રૂ.૧૯ વધીને રૂ.૨૪૮.૪૦ રહ્યા હતા.: [27, 464, 296, 567]
yellow-dot: [95, 2271, 110, 2287]
brief-article-oilgas: [1292, 417, 1591, 614]
cyan-dot: [40, 2271, 56, 2287]
body-text: ફુગાવાની ધારણા ૪.૮૦ ટકાની ઊંચી મુકાઈ છે. ખરીફ પાક સારો રહેવાની આશાએ ખાદ્ય ફુગાવો અંકુશમાં રહેવાની ધારણા છે.: [1247, 1837, 1408, 1894]
table-title-text: ની સર્વાધિક ૫૬૭ પોઈન્ટનો હિસ્સો: [732, 699, 958, 732]
cell-share: ૧૯૮.૩૧: [888, 834, 967, 852]
cell-company: ઈન્ફોસિસ: [614, 963, 734, 982]
brief-headline: FPIs/FIIની કેશમાં રૂ.૨૮૧૨ કરોડની ચોખ્ખી વેચવાલી : DIIની રૂ.૪૧૬૮ કરોડની ચોખ્ખી ખરીદી: [1296, 935, 1588, 993]
rupee-headline: શેરબજારમાં જોરદાર તેજી વચ્ચે રૂપિયો ઉછળી રૂ.૯૨.૫૦: [562, 1425, 848, 1546]
